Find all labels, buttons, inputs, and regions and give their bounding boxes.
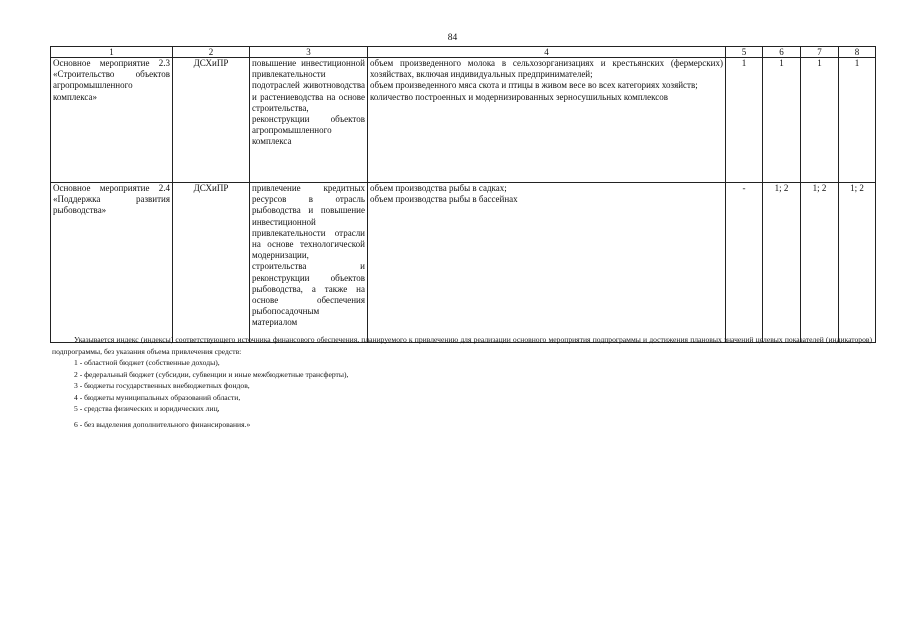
column-header: 8 <box>839 47 876 58</box>
expected-result-cell: повышение инвестиционной привлекательности подотраслей животноводства и растениеводства на основе строительства, реконструкции объектов агропромышленного комплекса <box>250 58 368 183</box>
footnote-item: 5 - средства физических и юридических лиц, <box>74 404 220 413</box>
indicator-item: объем производства рыбы в бассейнах <box>370 194 518 205</box>
footnote-item: 4 - бюджеты муниципальных образований области, <box>74 392 241 402</box>
source-index-cell: 1 <box>763 58 801 183</box>
executor-cell: ДСХиПР <box>173 183 250 343</box>
table-row <box>51 58 876 183</box>
expected-result-cell: привлечение кредитных ресурсов в отрасль рыбоводства и повышение инвестиционной привлекательности отрасли на основе технологической модернизации, строительства и реконструкции объектов рыбоводства, а также на основе обеспечения рыбопосадочным материалом <box>250 183 368 343</box>
indicators-cell <box>368 183 726 343</box>
header-row <box>51 47 876 58</box>
page-number: 84 <box>447 33 458 43</box>
source-index-cell: - <box>726 183 763 343</box>
table-row <box>51 183 876 343</box>
footnote-last: 6 - без выделения дополнительного финансирования.» <box>74 419 251 429</box>
source-index-cell: 1 <box>839 58 876 183</box>
column-header: 4 <box>368 47 726 58</box>
source-index-cell: 1; 2 <box>839 183 876 343</box>
column-header: 2 <box>173 47 250 58</box>
footnotes <box>52 334 872 430</box>
column-header: 5 <box>726 47 763 58</box>
footnote-item: 3 - бюджеты государственных внебюджетных фондов, <box>74 381 250 390</box>
source-index-cell: 1 <box>726 58 763 183</box>
indicator-item: количество построенных и модернизированных зерносушильных комплексов <box>370 91 669 102</box>
indicators-cell <box>368 58 726 183</box>
source-index-cell: 1; 2 <box>763 183 801 343</box>
footnote-item: 1 - областной бюджет (собственные доходы), <box>74 358 220 367</box>
indicator-item: объем произведенного молока в сельхозорганизациях и крестьянских (фермерских) хозяйствах, включая индивидуальных предпринимателей; <box>370 58 723 80</box>
footnote-item: 2 - федеральный бюджет (субсидии, субвенции и иные межбюджетные трансферты), <box>74 369 349 379</box>
source-index-cell: 1 <box>801 58 839 183</box>
indicator-item: объем произведенного мяса скота и птицы в живом весе во всех категориях хозяйств; <box>370 80 698 91</box>
footnote-intro: Указывается индекс (индексы) соответствующего источника финансового обеспечения, планируемого к привлечению для реализации основного мероприятия подпрограммы и достижения плановых значений целевых показателей (индикаторов) подпрограммы, без указания объема привлечения средств: <box>52 335 872 356</box>
measure-name-cell: Основное мероприятие 2.4 «Поддержка развития рыбоводства» <box>51 183 173 343</box>
source-index-cell: 1; 2 <box>801 183 839 343</box>
indicator-item: объем производства рыбы в садках; <box>370 183 507 193</box>
measure-name-cell: Основное мероприятие 2.3 «Строительство объектов агропромышленного комплекса» <box>51 58 173 183</box>
executor-cell: ДСХиПР <box>173 58 250 183</box>
measures-table <box>50 46 876 343</box>
column-header: 7 <box>801 47 839 58</box>
column-header: 1 <box>51 47 173 58</box>
column-header: 6 <box>763 47 801 58</box>
column-header: 3 <box>250 47 368 58</box>
